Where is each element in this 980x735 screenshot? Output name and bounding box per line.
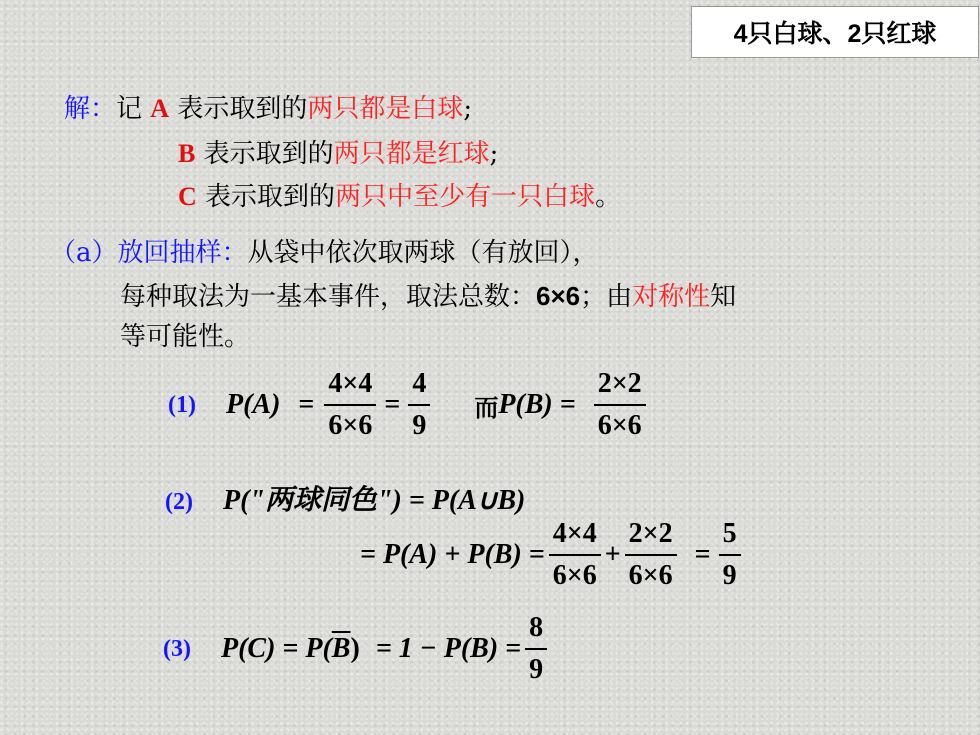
- part-a-desc: 从袋中依次取两球（有放回），: [247, 238, 599, 268]
- event-letter-b: B: [178, 139, 196, 168]
- part-a-line2: [120, 276, 736, 313]
- fraction-2a: [549, 518, 601, 592]
- formula-2-eq2: =: [694, 539, 711, 570]
- event-highlight-b: 两只都是红球: [333, 139, 490, 169]
- part-a-line2-pre: 每种取法为一基本事件，取法总数：: [120, 282, 537, 312]
- event-end-c: 。: [595, 182, 622, 212]
- fraction-2b: [625, 518, 677, 592]
- event-highlight-a: 两只都是白球: [307, 94, 464, 124]
- part-a-line2-end: 知: [710, 282, 737, 312]
- event-desc-b: 表示取到的: [203, 139, 334, 169]
- event-desc-a: 表示取到的: [177, 94, 308, 124]
- event-end-b: ;: [489, 139, 499, 169]
- formula-2-text: P("两球同色") = P(A∪B): [222, 485, 526, 516]
- fraction-1a: [324, 368, 376, 442]
- formula-1-label: (1): [168, 391, 196, 418]
- formula-3-label: (3): [163, 635, 191, 662]
- part-a-line3: 等可能性。: [120, 322, 251, 352]
- formula-1-eq: =: [298, 389, 315, 420]
- fraction-1b-den: 9: [412, 410, 427, 441]
- jie-label: 解：: [64, 94, 117, 124]
- fraction-3-den: 9: [529, 654, 544, 685]
- formula-1: [168, 368, 650, 442]
- symmetry-term: 对称性: [632, 282, 711, 312]
- fraction-2c: [719, 518, 741, 592]
- formula-3-rest: = 1 − P(B) =: [375, 633, 522, 664]
- fraction-2a-den: 6×6: [552, 560, 597, 591]
- formula-2-line2: [360, 518, 745, 592]
- formula-1-lhs: P(A): [225, 389, 281, 420]
- formula-2-line1: [165, 478, 525, 518]
- part-a-line2-mid: ；由: [580, 282, 633, 312]
- event-letter-c: C: [178, 182, 197, 211]
- solution-line-c: [178, 176, 621, 213]
- fraction-1c-den: 6×6: [597, 410, 642, 441]
- event-letter-a: A: [150, 94, 170, 123]
- part-a-line1: [50, 232, 599, 269]
- formula-3-pc: P(C) = P(: [220, 633, 332, 664]
- ji-label: 记: [116, 94, 143, 124]
- fraction-2c-den: 9: [722, 560, 737, 591]
- event-desc-c: 表示取到的: [205, 182, 336, 212]
- formula-2-eq: = P(A) + P(B) =: [360, 539, 545, 570]
- formula-3-close: ): [350, 633, 360, 664]
- event-highlight-c: 两只中至少有一只白球: [335, 182, 596, 212]
- fraction-1b-num: 4: [408, 368, 430, 406]
- formula-1-er: 而: [474, 395, 499, 422]
- fraction-2a-num: 4×4: [549, 518, 601, 556]
- fraction-2b-num: 2×2: [625, 518, 677, 556]
- fraction-1c-num: 2×2: [594, 368, 646, 406]
- fraction-1a-den: 6×6: [328, 410, 373, 441]
- fraction-2b-den: 6×6: [628, 560, 673, 591]
- solution-line-b: [178, 133, 498, 170]
- part-a-label: （a）放回抽样：: [50, 238, 248, 268]
- fraction-3-num: 8: [525, 612, 547, 650]
- info-badge: 4只白球、2只红球: [691, 6, 979, 58]
- formula-3-bbar: $\overline{B}$: [331, 633, 351, 664]
- formula-2-plus: +: [604, 539, 621, 570]
- fraction-2c-num: 5: [719, 518, 741, 556]
- total-count: 6×6: [536, 281, 581, 311]
- formula-2-label: (2): [165, 489, 193, 515]
- formula-1-eq2: =: [384, 389, 401, 420]
- formula-1-pb: P(B) =: [498, 389, 576, 420]
- fraction-1c: [594, 368, 646, 442]
- formula-3: [163, 612, 551, 686]
- fraction-1a-num: 4×4: [324, 368, 376, 406]
- solution-line-a: [64, 88, 472, 125]
- event-end-a: ;: [463, 94, 473, 124]
- fraction-1b: [408, 368, 430, 442]
- fraction-3: [525, 612, 547, 686]
